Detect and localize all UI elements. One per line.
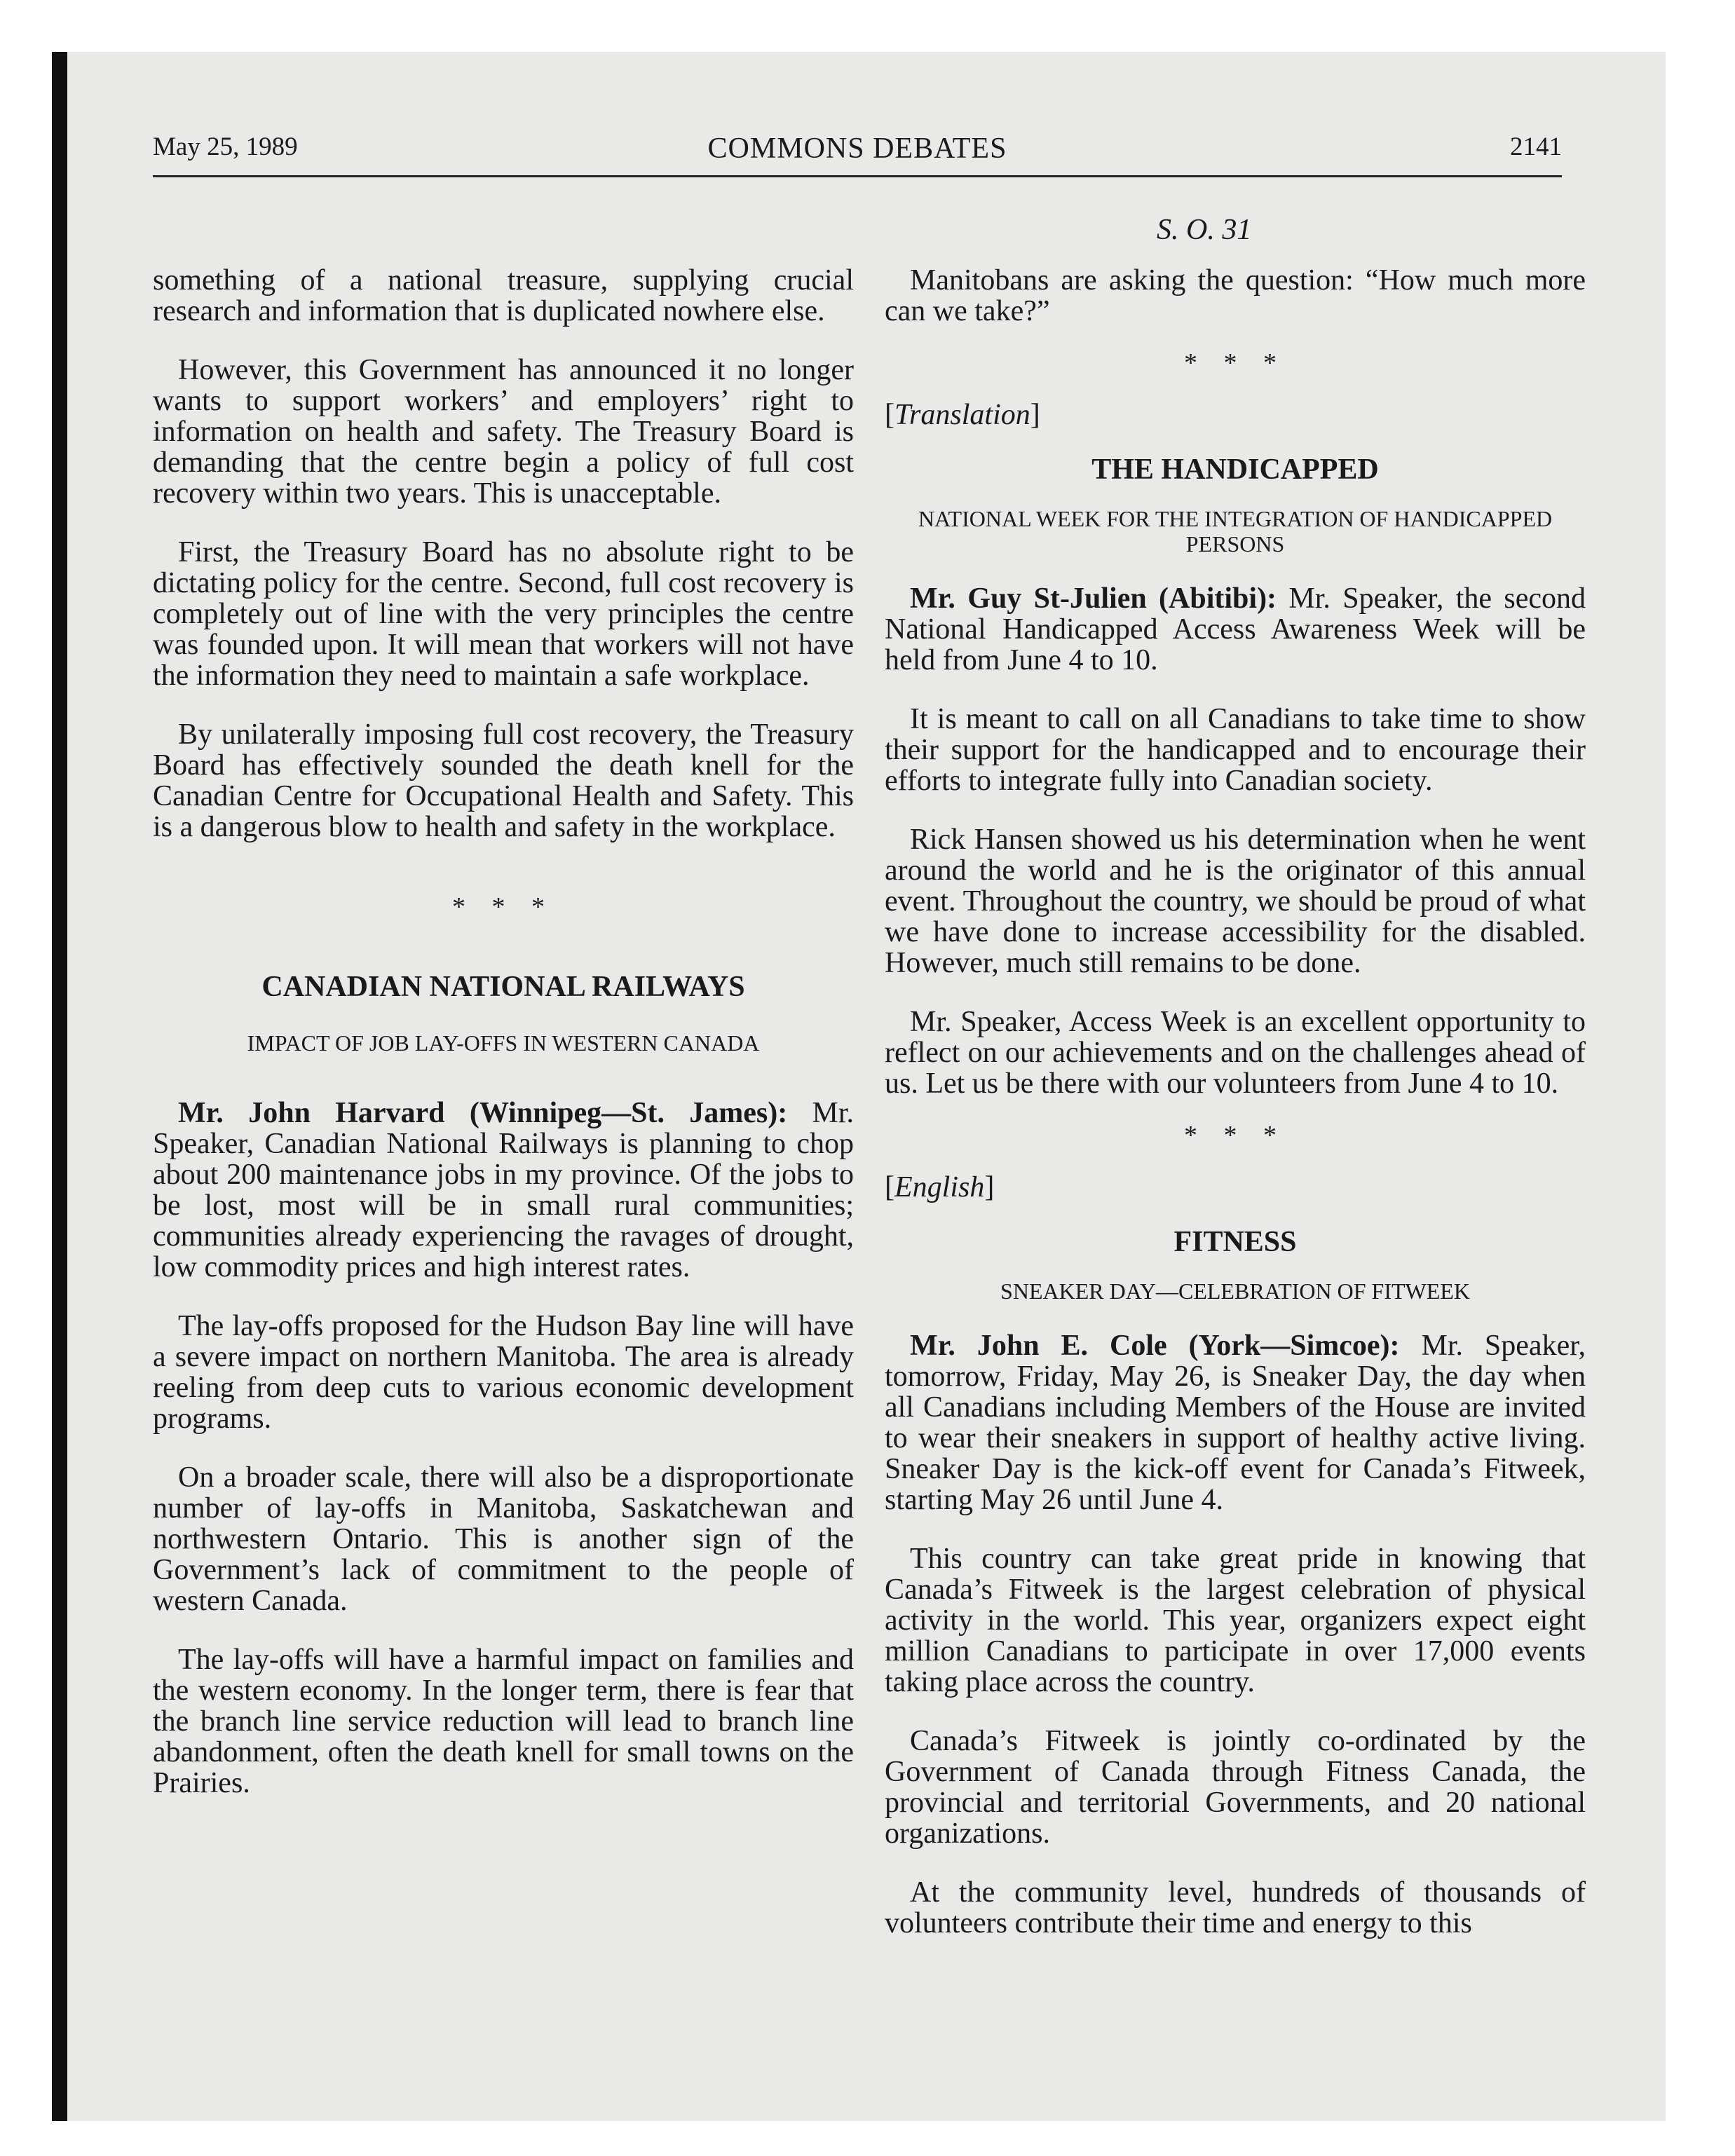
- header-rule: [153, 175, 1562, 177]
- section-separator: * * *: [1184, 1121, 1286, 1150]
- page-number: 2141: [1510, 132, 1562, 161]
- section-subheading: NATIONAL WEEK FOR THE INTEGRATION OF HANDICAPPED PERSONS: [918, 506, 1553, 557]
- paragraph: This country can take great pride in knowing that Canada’s Fitweek is the largest celebration of physical activity in the world. This year, organizers expect eight million Canadians to participate in over 17,000 events taking place across the country.: [885, 1543, 1586, 1698]
- paragraph: something of a national treasure, supplying crucial research and information that is duplicated nowhere else.: [153, 264, 854, 327]
- paragraph: By unilaterally imposing full cost recovery, the Treasury Board has effectively sounded the death knell for the Canadian Centre for Occupational Health and Safety. This is a dangerous blow to health and safety in the workplace.: [153, 718, 854, 843]
- section-heading: FITNESS: [1173, 1226, 1297, 1258]
- section-heading: CANADIAN NATIONAL RAILWAYS: [261, 971, 745, 1003]
- speech-text: Mr. Speaker, tomorrow, Friday, May 26, is Sneaker Day, the day when all Canadians including Members of the House are invited to wear their sneakers in support of healthy active living. Sneaker Day is the kick-off event for Canada’s Fitweek, starting May 26 until June 4.: [885, 1330, 1586, 1516]
- language-marker: [Translation]: [885, 399, 1040, 431]
- speech-paragraph: [153, 1098, 854, 1283]
- left-column: [153, 265, 854, 1827]
- paragraph: On a broader scale, there will also be a disproportionate number of lay-offs in Manitoba, Saskatchewan and northwestern Ontario. This is another sign of the Government’s lack of commitment to the people of western Canada.: [153, 1461, 854, 1617]
- page-header: [153, 132, 1562, 174]
- paragraph: The lay-offs will have a harmful impact on families and the western economy. In the longer term, there is fear that the branch line service reduction will lead to branch line abandonment, often the death knell for small towns on the Prairies.: [153, 1644, 854, 1799]
- speech-text: Mr. Speaker, Canadian National Railways is planning to chop about 200 maintenance jobs in my province. Of the jobs to be lost, most will be in small rural communities; communities already experiencing the ravages of drought, low commodity prices and high interest rates.: [153, 1097, 855, 1283]
- paragraph: Manitobans are asking the question: “How much more can we take?”: [885, 264, 1586, 327]
- paragraph: At the community level, hundreds of thousands of volunteers contribute their time and energy to this: [885, 1876, 1586, 1939]
- standing-order-label: S. O. 31: [1157, 214, 1252, 246]
- header-title: COMMONS DEBATES: [707, 132, 1007, 165]
- paragraph: The lay-offs proposed for the Hudson Bay line will have a severe impact on northern Manitoba. The area is already reeling from deep cuts to various economic development programs.: [153, 1310, 854, 1435]
- speech-paragraph: [885, 1330, 1586, 1515]
- speech-paragraph: [885, 583, 1586, 676]
- paragraph: However, this Government has announced it no longer wants to support workers’ and employers’ right to information on health and safety. The Treasury Board is demanding that the centre begin a policy of full cost recovery within two years. This is unacceptable.: [153, 354, 854, 510]
- speaker-name: Mr. Guy St-Julien (Abitibi):: [910, 582, 1277, 615]
- speaker-name: Mr. John E. Cole (York—Simcoe):: [910, 1330, 1400, 1362]
- section-subheading: IMPACT OF JOB LAY-OFFS IN WESTERN CANADA: [247, 1030, 760, 1056]
- header-date: May 25, 1989: [153, 132, 298, 161]
- language-label: Translation: [894, 399, 1030, 431]
- right-column: [885, 265, 1586, 1967]
- speech-text: Mr. Speaker, the second National Handicapped Access Awareness Week will be held from June 4 to 10.: [885, 582, 1586, 676]
- language-label: English: [894, 1171, 985, 1203]
- paragraph: Canada’s Fitweek is jointly co-ordinated by the Government of Canada through Fitness Canada, the provincial and territorial Governments, and 20 national organizations.: [885, 1725, 1586, 1850]
- paragraph: Mr. Speaker, Access Week is an excellent opportunity to reflect on our achievements and on the challenges ahead of us. Let us be there with our volunteers from June 4 to 10.: [885, 1006, 1586, 1100]
- scan-edge: [52, 52, 67, 2121]
- section-subheading: SNEAKER DAY—CELEBRATION OF FITWEEK: [1000, 1278, 1470, 1304]
- section-heading: THE HANDICAPPED: [1091, 453, 1379, 486]
- language-marker: [English]: [885, 1171, 995, 1203]
- speaker-name: Mr. John Harvard (Winnipeg—St. James):: [178, 1097, 788, 1129]
- paragraph: First, the Treasury Board has no absolute right to be dictating policy for the centre. Second, full cost recovery is completely out of line with the very principles the centre was founded upon. It will mean that workers will not have the information they need to maintain a safe workplace.: [153, 536, 854, 692]
- section-separator: * * *: [1184, 348, 1286, 378]
- paragraph: It is meant to call on all Canadians to take time to show their support for the handicapped and to encourage their efforts to integrate fully into Canadian society.: [885, 703, 1586, 797]
- section-separator: * * *: [452, 892, 554, 922]
- paragraph: Rick Hansen showed us his determination when he went around the world and he is the originator of this annual event. Throughout the country, we should be proud of what we have done to increase accessibility for the disabled. However, much still remains to be done.: [885, 824, 1586, 979]
